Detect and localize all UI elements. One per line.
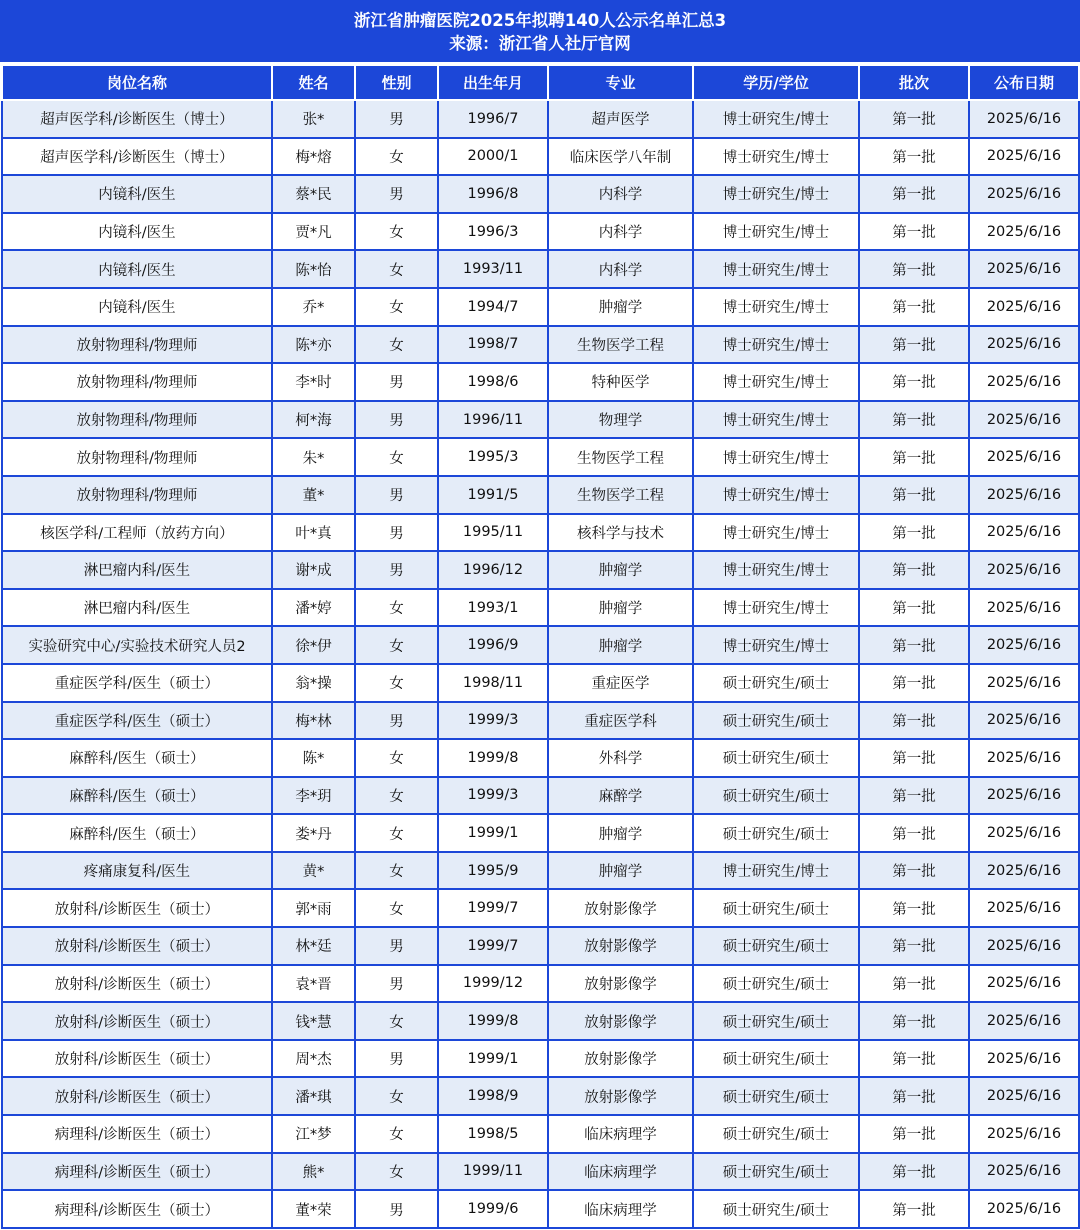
batch-cell: 第一批	[859, 739, 969, 777]
birth-date-cell: 1996/11	[438, 401, 548, 439]
table-row	[2, 664, 1079, 702]
gender-cell: 男	[355, 702, 438, 740]
degree-cell: 博士研究生/博士	[693, 551, 859, 589]
degree-cell: 博士研究生/博士	[693, 288, 859, 326]
gender-cell: 女	[355, 438, 438, 476]
batch-cell: 第一批	[859, 438, 969, 476]
gender-cell: 女	[355, 1077, 438, 1115]
batch-cell: 第一批	[859, 213, 969, 251]
major-cell: 内科学	[548, 213, 693, 251]
table-row	[2, 702, 1079, 740]
birth-date-cell: 1998/6	[438, 363, 548, 401]
birth-date-cell: 1999/1	[438, 1040, 548, 1078]
name-cell: 陈*怡	[272, 250, 355, 288]
publish-date-cell: 2025/6/16	[969, 927, 1079, 965]
column-header: 学历/学位	[693, 65, 859, 100]
position-cell: 内镜科/医生	[2, 288, 272, 326]
publish-date-cell: 2025/6/16	[969, 213, 1079, 251]
gender-cell: 女	[355, 288, 438, 326]
position-cell: 病理科/诊断医生（硕士）	[2, 1190, 272, 1228]
birth-date-cell: 1998/5	[438, 1115, 548, 1153]
birth-date-cell: 1999/3	[438, 702, 548, 740]
column-header: 姓名	[272, 65, 355, 100]
birth-date-cell: 1996/8	[438, 175, 548, 213]
batch-cell: 第一批	[859, 250, 969, 288]
gender-cell: 女	[355, 213, 438, 251]
gender-cell: 女	[355, 814, 438, 852]
position-cell: 麻醉科/医生（硕士）	[2, 814, 272, 852]
degree-cell: 硕士研究生/硕士	[693, 1040, 859, 1078]
name-cell: 江*梦	[272, 1115, 355, 1153]
position-cell: 疼痛康复科/医生	[2, 852, 272, 890]
publish-date-cell: 2025/6/16	[969, 401, 1079, 439]
source-line: 来源：浙江省人社厅官网	[449, 34, 631, 53]
degree-cell: 博士研究生/博士	[693, 326, 859, 364]
publish-date-cell: 2025/6/16	[969, 175, 1079, 213]
major-cell: 外科学	[548, 739, 693, 777]
birth-date-cell: 1998/7	[438, 326, 548, 364]
birth-date-cell: 1999/7	[438, 889, 548, 927]
batch-cell: 第一批	[859, 476, 969, 514]
table-row	[2, 213, 1079, 251]
position-cell: 麻醉科/医生（硕士）	[2, 777, 272, 815]
major-cell: 放射影像学	[548, 927, 693, 965]
table-row	[2, 401, 1079, 439]
batch-cell: 第一批	[859, 589, 969, 627]
birth-date-cell: 1999/11	[438, 1153, 548, 1191]
publish-date-cell: 2025/6/16	[969, 250, 1079, 288]
birth-date-cell: 1995/11	[438, 514, 548, 552]
name-cell: 叶*真	[272, 514, 355, 552]
birth-date-cell: 1996/9	[438, 626, 548, 664]
degree-cell: 硕士研究生/硕士	[693, 1002, 859, 1040]
table-row	[2, 1040, 1079, 1078]
birth-date-cell: 1996/3	[438, 213, 548, 251]
degree-cell: 博士研究生/博士	[693, 438, 859, 476]
name-cell: 贾*凡	[272, 213, 355, 251]
position-cell: 放射科/诊断医生（硕士）	[2, 1040, 272, 1078]
degree-cell: 硕士研究生/硕士	[693, 927, 859, 965]
table-row	[2, 852, 1079, 890]
major-cell: 放射影像学	[548, 1002, 693, 1040]
publish-date-cell: 2025/6/16	[969, 288, 1079, 326]
degree-cell: 硕士研究生/硕士	[693, 965, 859, 1003]
birth-date-cell: 1999/6	[438, 1190, 548, 1228]
name-cell: 李*时	[272, 363, 355, 401]
batch-cell: 第一批	[859, 1002, 969, 1040]
gender-cell: 男	[355, 551, 438, 589]
column-header: 批次	[859, 65, 969, 100]
table-row	[2, 363, 1079, 401]
name-cell: 柯*海	[272, 401, 355, 439]
batch-cell: 第一批	[859, 889, 969, 927]
degree-cell: 博士研究生/博士	[693, 100, 859, 138]
birth-date-cell: 1998/9	[438, 1077, 548, 1115]
birth-date-cell: 1999/8	[438, 739, 548, 777]
column-header: 出生年月	[438, 65, 548, 100]
gender-cell: 男	[355, 175, 438, 213]
birth-date-cell: 1999/7	[438, 927, 548, 965]
gender-cell: 女	[355, 777, 438, 815]
major-cell: 临床病理学	[548, 1190, 693, 1228]
position-cell: 病理科/诊断医生（硕士）	[2, 1115, 272, 1153]
position-cell: 重症医学科/医生（硕士）	[2, 664, 272, 702]
position-cell: 病理科/诊断医生（硕士）	[2, 1153, 272, 1191]
batch-cell: 第一批	[859, 175, 969, 213]
major-cell: 特种医学	[548, 363, 693, 401]
birth-date-cell: 1995/9	[438, 852, 548, 890]
name-cell: 朱*	[272, 438, 355, 476]
major-cell: 肿瘤学	[548, 626, 693, 664]
publish-date-cell: 2025/6/16	[969, 551, 1079, 589]
gender-cell: 男	[355, 1190, 438, 1228]
table-row	[2, 250, 1079, 288]
gender-cell: 男	[355, 476, 438, 514]
birth-date-cell: 1996/7	[438, 100, 548, 138]
position-cell: 超声医学科/诊断医生（博士）	[2, 138, 272, 176]
publish-date-cell: 2025/6/16	[969, 589, 1079, 627]
position-cell: 重症医学科/医生（硕士）	[2, 702, 272, 740]
degree-cell: 硕士研究生/硕士	[693, 1077, 859, 1115]
batch-cell: 第一批	[859, 814, 969, 852]
gender-cell: 男	[355, 514, 438, 552]
major-cell: 放射影像学	[548, 965, 693, 1003]
publish-date-cell: 2025/6/16	[969, 1040, 1079, 1078]
gender-cell: 女	[355, 889, 438, 927]
position-cell: 核医学科/工程师（放药方向）	[2, 514, 272, 552]
name-cell: 谢*成	[272, 551, 355, 589]
position-cell: 放射物理科/物理师	[2, 438, 272, 476]
major-cell: 内科学	[548, 175, 693, 213]
batch-cell: 第一批	[859, 965, 969, 1003]
table-row	[2, 326, 1079, 364]
major-cell: 临床医学八年制	[548, 138, 693, 176]
publish-date-cell: 2025/6/16	[969, 1002, 1079, 1040]
table-row	[2, 1190, 1079, 1228]
publish-date-cell: 2025/6/16	[969, 739, 1079, 777]
birth-date-cell: 1991/5	[438, 476, 548, 514]
table-row	[2, 551, 1079, 589]
column-header: 岗位名称	[2, 65, 272, 100]
name-cell: 翁*操	[272, 664, 355, 702]
name-cell: 陈*亦	[272, 326, 355, 364]
major-cell: 物理学	[548, 401, 693, 439]
birth-date-cell: 2000/1	[438, 138, 548, 176]
batch-cell: 第一批	[859, 1040, 969, 1078]
position-cell: 内镜科/医生	[2, 250, 272, 288]
gender-cell: 女	[355, 664, 438, 702]
degree-cell: 博士研究生/博士	[693, 213, 859, 251]
name-cell: 梅*林	[272, 702, 355, 740]
name-cell: 钱*慧	[272, 1002, 355, 1040]
birth-date-cell: 1999/3	[438, 777, 548, 815]
publish-date-cell: 2025/6/16	[969, 852, 1079, 890]
name-cell: 陈*	[272, 739, 355, 777]
gender-cell: 女	[355, 250, 438, 288]
major-cell: 肿瘤学	[548, 814, 693, 852]
batch-cell: 第一批	[859, 1190, 969, 1228]
birth-date-cell: 1995/3	[438, 438, 548, 476]
table-row	[2, 777, 1079, 815]
name-cell: 张*	[272, 100, 355, 138]
table-row	[2, 965, 1079, 1003]
batch-cell: 第一批	[859, 927, 969, 965]
gender-cell: 男	[355, 927, 438, 965]
gender-cell: 男	[355, 100, 438, 138]
major-cell: 生物医学工程	[548, 476, 693, 514]
degree-cell: 硕士研究生/硕士	[693, 1115, 859, 1153]
degree-cell: 博士研究生/博士	[693, 138, 859, 176]
name-cell: 袁*晋	[272, 965, 355, 1003]
degree-cell: 博士研究生/博士	[693, 514, 859, 552]
degree-cell: 博士研究生/博士	[693, 363, 859, 401]
table-row	[2, 288, 1079, 326]
birth-date-cell: 1998/11	[438, 664, 548, 702]
batch-cell: 第一批	[859, 288, 969, 326]
publish-date-cell: 2025/6/16	[969, 438, 1079, 476]
degree-cell: 博士研究生/博士	[693, 175, 859, 213]
gender-cell: 女	[355, 1115, 438, 1153]
major-cell: 肿瘤学	[548, 589, 693, 627]
table-row	[2, 438, 1079, 476]
batch-cell: 第一批	[859, 551, 969, 589]
major-cell: 内科学	[548, 250, 693, 288]
major-cell: 肿瘤学	[548, 551, 693, 589]
gender-cell: 男	[355, 363, 438, 401]
column-header: 性别	[355, 65, 438, 100]
major-cell: 重症医学	[548, 664, 693, 702]
birth-date-cell: 1999/12	[438, 965, 548, 1003]
position-cell: 超声医学科/诊断医生（博士）	[2, 100, 272, 138]
degree-cell: 硕士研究生/硕士	[693, 814, 859, 852]
publish-date-cell: 2025/6/16	[969, 138, 1079, 176]
gender-cell: 女	[355, 739, 438, 777]
batch-cell: 第一批	[859, 514, 969, 552]
publish-date-cell: 2025/6/16	[969, 100, 1079, 138]
degree-cell: 硕士研究生/硕士	[693, 889, 859, 927]
major-cell: 重症医学科	[548, 702, 693, 740]
batch-cell: 第一批	[859, 138, 969, 176]
table-row	[2, 1002, 1079, 1040]
name-cell: 林*廷	[272, 927, 355, 965]
position-cell: 放射物理科/物理师	[2, 326, 272, 364]
publish-date-cell: 2025/6/16	[969, 889, 1079, 927]
birth-date-cell: 1994/7	[438, 288, 548, 326]
birth-date-cell: 1999/1	[438, 814, 548, 852]
table-row	[2, 889, 1079, 927]
name-cell: 郭*雨	[272, 889, 355, 927]
position-cell: 放射科/诊断医生（硕士）	[2, 927, 272, 965]
degree-cell: 硕士研究生/硕士	[693, 739, 859, 777]
degree-cell: 博士研究生/博士	[693, 250, 859, 288]
major-cell: 放射影像学	[548, 889, 693, 927]
publish-date-cell: 2025/6/16	[969, 777, 1079, 815]
name-cell: 李*玥	[272, 777, 355, 815]
batch-cell: 第一批	[859, 326, 969, 364]
publish-date-cell: 2025/6/16	[969, 1190, 1079, 1228]
name-cell: 娄*丹	[272, 814, 355, 852]
publish-date-cell: 2025/6/16	[969, 1077, 1079, 1115]
position-cell: 淋巴瘤内科/医生	[2, 551, 272, 589]
gender-cell: 男	[355, 1040, 438, 1078]
table-row	[2, 1115, 1079, 1153]
position-cell: 内镜科/医生	[2, 175, 272, 213]
table-row	[2, 476, 1079, 514]
table-row	[2, 514, 1079, 552]
name-cell: 熊*	[272, 1153, 355, 1191]
column-header: 专业	[548, 65, 693, 100]
degree-cell: 博士研究生/博士	[693, 476, 859, 514]
publish-date-cell: 2025/6/16	[969, 326, 1079, 364]
degree-cell: 博士研究生/博士	[693, 589, 859, 627]
gender-cell: 女	[355, 626, 438, 664]
degree-cell: 博士研究生/博士	[693, 401, 859, 439]
batch-cell: 第一批	[859, 401, 969, 439]
candidate-table	[1, 64, 1080, 1229]
table-row	[2, 1153, 1079, 1191]
degree-cell: 博士研究生/博士	[693, 852, 859, 890]
birth-date-cell: 1993/11	[438, 250, 548, 288]
page-title: 浙江省肿瘤医院2025年拟聘140人公示名单汇总3	[353, 11, 727, 30]
publish-date-cell: 2025/6/16	[969, 664, 1079, 702]
batch-cell: 第一批	[859, 852, 969, 890]
position-cell: 内镜科/医生	[2, 213, 272, 251]
table-body	[2, 100, 1079, 1228]
gender-cell: 女	[355, 138, 438, 176]
table-row	[2, 814, 1079, 852]
table-row	[2, 626, 1079, 664]
position-cell: 放射科/诊断医生（硕士）	[2, 965, 272, 1003]
position-cell: 实验研究中心/实验技术研究人员2	[2, 626, 272, 664]
major-cell: 生物医学工程	[548, 438, 693, 476]
gender-cell: 女	[355, 852, 438, 890]
column-header: 公布日期	[969, 65, 1079, 100]
publish-date-cell: 2025/6/16	[969, 965, 1079, 1003]
name-cell: 潘*琪	[272, 1077, 355, 1115]
name-cell: 黄*	[272, 852, 355, 890]
batch-cell: 第一批	[859, 363, 969, 401]
table-row	[2, 927, 1079, 965]
birth-date-cell: 1999/8	[438, 1002, 548, 1040]
name-cell: 徐*伊	[272, 626, 355, 664]
name-cell: 董*	[272, 476, 355, 514]
header-row	[2, 65, 1079, 100]
position-cell: 放射物理科/物理师	[2, 363, 272, 401]
major-cell: 肿瘤学	[548, 852, 693, 890]
title-banner	[0, 0, 1080, 64]
major-cell: 临床病理学	[548, 1153, 693, 1191]
table-row	[2, 1077, 1079, 1115]
birth-date-cell: 1993/1	[438, 589, 548, 627]
position-cell: 麻醉科/医生（硕士）	[2, 739, 272, 777]
gender-cell: 女	[355, 1153, 438, 1191]
degree-cell: 硕士研究生/硕士	[693, 1190, 859, 1228]
batch-cell: 第一批	[859, 1077, 969, 1115]
birth-date-cell: 1996/12	[438, 551, 548, 589]
batch-cell: 第一批	[859, 100, 969, 138]
publish-date-cell: 2025/6/16	[969, 1115, 1079, 1153]
table-row	[2, 739, 1079, 777]
publish-date-cell: 2025/6/16	[969, 626, 1079, 664]
table-row	[2, 589, 1079, 627]
name-cell: 周*杰	[272, 1040, 355, 1078]
degree-cell: 硕士研究生/硕士	[693, 702, 859, 740]
gender-cell: 女	[355, 326, 438, 364]
position-cell: 放射科/诊断医生（硕士）	[2, 1002, 272, 1040]
name-cell: 梅*熔	[272, 138, 355, 176]
position-cell: 淋巴瘤内科/医生	[2, 589, 272, 627]
name-cell: 潘*婷	[272, 589, 355, 627]
table-row	[2, 175, 1079, 213]
table-row	[2, 100, 1079, 138]
degree-cell: 硕士研究生/硕士	[693, 1153, 859, 1191]
degree-cell: 硕士研究生/硕士	[693, 664, 859, 702]
name-cell: 董*荣	[272, 1190, 355, 1228]
publish-date-cell: 2025/6/16	[969, 514, 1079, 552]
major-cell: 肿瘤学	[548, 288, 693, 326]
batch-cell: 第一批	[859, 702, 969, 740]
gender-cell: 女	[355, 589, 438, 627]
major-cell: 生物医学工程	[548, 326, 693, 364]
position-cell: 放射科/诊断医生（硕士）	[2, 1077, 272, 1115]
batch-cell: 第一批	[859, 664, 969, 702]
gender-cell: 女	[355, 1002, 438, 1040]
degree-cell: 博士研究生/博士	[693, 626, 859, 664]
major-cell: 临床病理学	[548, 1115, 693, 1153]
batch-cell: 第一批	[859, 1115, 969, 1153]
name-cell: 蔡*民	[272, 175, 355, 213]
major-cell: 放射影像学	[548, 1040, 693, 1078]
major-cell: 放射影像学	[548, 1077, 693, 1115]
batch-cell: 第一批	[859, 1153, 969, 1191]
position-cell: 放射物理科/物理师	[2, 401, 272, 439]
gender-cell: 男	[355, 401, 438, 439]
table-row	[2, 138, 1079, 176]
position-cell: 放射科/诊断医生（硕士）	[2, 889, 272, 927]
degree-cell: 硕士研究生/硕士	[693, 777, 859, 815]
major-cell: 超声医学	[548, 100, 693, 138]
publish-date-cell: 2025/6/16	[969, 702, 1079, 740]
batch-cell: 第一批	[859, 777, 969, 815]
major-cell: 麻醉学	[548, 777, 693, 815]
gender-cell: 男	[355, 965, 438, 1003]
publish-date-cell: 2025/6/16	[969, 476, 1079, 514]
publish-date-cell: 2025/6/16	[969, 1153, 1079, 1191]
position-cell: 放射物理科/物理师	[2, 476, 272, 514]
name-cell: 乔*	[272, 288, 355, 326]
publish-date-cell: 2025/6/16	[969, 814, 1079, 852]
major-cell: 核科学与技术	[548, 514, 693, 552]
publish-date-cell: 2025/6/16	[969, 363, 1079, 401]
batch-cell: 第一批	[859, 626, 969, 664]
